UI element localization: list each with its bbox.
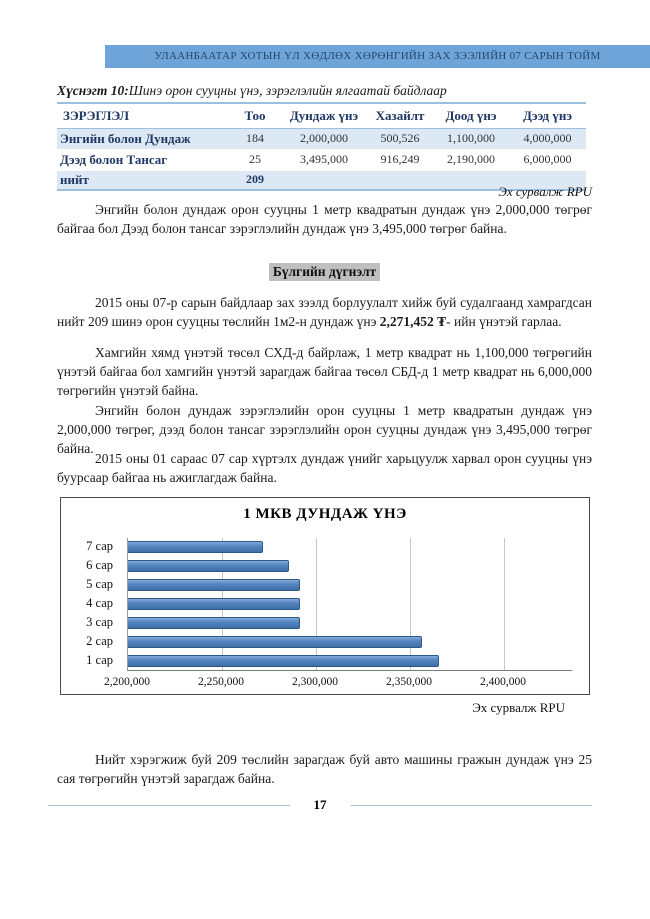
footer-rule-right xyxy=(351,805,593,806)
category-label: 4 сар xyxy=(86,596,113,610)
table-caption-text: Шинэ орон сууцны үнэ, зэрэглэлийн ялгаатай байдлаар xyxy=(128,83,447,98)
section-heading: Бүлгийн дүгнэлт xyxy=(269,263,380,281)
paragraph-class-prices: Энгийн болон дундаж зэрэглэлийн орон сууцны 1 метр квадратын дундаж үнэ 2,000,000 төгрөг, дээд болон тансаг зэрэглэлийн орон сууцны дундаж үнэ 3,495,000 төгрөг байна. xyxy=(57,403,592,456)
table-cell: 1,100,000 xyxy=(447,131,495,146)
category-label: 3 сар xyxy=(86,614,113,629)
category-label: 5 сар xyxy=(86,577,113,592)
col-header: Доод үнэ xyxy=(433,103,509,129)
paragraph-garage: Нийт хэрэгжиж буй 209 төслийн зарагдаж буй авто машины гражын дундаж үнэ 25 сая төгрөгийн үнэтэй зарагдаж байна. xyxy=(57,752,592,786)
source-note-chart: Эх сурвалж RPU xyxy=(472,700,565,715)
paragraph-average-price-pre: 2015 оны 07-р сарын байдлаар зах зээлд борлуулалт хийж буй судалгаанд хамрагдсан нийт 209 шинэ орон сууцны төслийн 1м2-н дундаж үнэ xyxy=(57,295,592,329)
table-caption xyxy=(57,83,592,99)
table-cell: 25 xyxy=(249,152,261,166)
bar-4 сар xyxy=(128,598,300,610)
table-cell: 4,000,000 xyxy=(523,131,572,146)
table-cell: 184 xyxy=(246,131,264,146)
bar-3 сар xyxy=(128,617,300,629)
bar-1 сар xyxy=(128,655,439,667)
col-header: Тоо xyxy=(229,103,281,129)
table-header-row xyxy=(57,103,586,129)
category-label: 1 сар xyxy=(86,652,113,667)
table-cell: 2,190,000 xyxy=(447,152,495,166)
gridline xyxy=(504,538,505,670)
bar-6 сар xyxy=(128,560,289,572)
col-header: ЗЭРЭГЛЭЛ xyxy=(57,103,229,129)
chart-category-axis xyxy=(61,538,119,670)
table-cell xyxy=(281,171,367,190)
gridline xyxy=(316,538,317,670)
paragraph-trend: 2015 оны 01 сараас 07 сар хүртэлх дундаж үнийг харьцуулж харвал орон сууцны үнэ буурсаар байгаа нь ажиглагдаж байна. xyxy=(57,451,592,485)
x-axis-tick: 2,250,000 xyxy=(198,676,244,688)
bar-2 сар xyxy=(128,636,422,648)
table-cell: Энгийн болон Дундаж xyxy=(60,130,191,146)
chart-title: 1 МКВ ДУНДАЖ ҮНЭ xyxy=(243,506,407,522)
col-header: Дундаж үнэ xyxy=(281,103,367,129)
chart-plot xyxy=(127,538,572,671)
paragraph-average-price-post: - ийн үнэтэй гарлаа. xyxy=(446,313,562,329)
section-heading-wrap xyxy=(57,263,592,281)
price-table xyxy=(57,102,586,191)
table-cell: 2,000,000 xyxy=(300,131,348,146)
paragraph-average-price xyxy=(57,294,592,332)
header-banner xyxy=(105,45,650,68)
table-cell: 3,495,000 xyxy=(300,152,348,166)
bar-5 сар xyxy=(128,579,300,591)
price-chart xyxy=(60,497,590,695)
table-cell xyxy=(367,171,433,190)
chart-x-axis xyxy=(104,676,571,692)
x-axis-tick: 2,300,000 xyxy=(292,676,338,688)
table-cell: 6,000,000 xyxy=(523,152,572,166)
col-header: Дээд үнэ xyxy=(509,103,586,129)
page-number: 17 xyxy=(313,797,327,812)
category-label: 6 сар xyxy=(86,558,113,573)
page-footer xyxy=(48,797,592,813)
footer-rule-left xyxy=(48,805,290,806)
bar-7 сар xyxy=(128,541,263,553)
table-cell: 500,526 xyxy=(380,131,420,146)
paragraph-summary-prices: Энгийн болон дундаж орон сууцны 1 метр квадратын дундаж үнэ 2,000,000 төгрөг байгаа бол Дээд болон тансаг зэрэглэлийн дундаж үнэ 3,495,000 төгрөг байна. xyxy=(57,202,592,236)
category-label: 2 сар xyxy=(86,633,113,648)
category-label: 7 сар xyxy=(86,539,113,554)
paragraph-min-max: Хамгийн хямд үнэтэй төсөл СХД-д байрлаж, 1 метр квадрат нь 1,100,000 төгрөгийн үнэтэй байгаа бол хамгийн үнэтэй зарагдаж байгаа төсөл СБД-д 1 метр квадрат нь 6,000,000 төгрөгийн үнэтэй байна. xyxy=(57,345,592,398)
x-axis-tick: 2,350,000 xyxy=(386,676,432,688)
table-cell: 916,249 xyxy=(380,152,420,166)
table-cell: 209 xyxy=(246,172,264,186)
x-axis-tick: 2,400,000 xyxy=(480,676,526,688)
paragraph-average-price-value: 2,271,452 ₮ xyxy=(379,313,447,329)
x-axis-tick: 2,200,000 xyxy=(104,676,150,688)
table-row xyxy=(57,149,586,171)
table-row xyxy=(57,129,586,149)
table-cell: Дээд болон Тансаг xyxy=(60,151,168,167)
source-note-table: Эх сурвалж RPU xyxy=(498,184,592,199)
table-cell: нийт xyxy=(60,171,89,187)
table-caption-label: Хүснэгт 10: xyxy=(57,83,129,98)
header-title: УЛААНБААТАР ХОТЫН ҮЛ ХӨДЛӨХ ХӨРӨНГИЙН ЗАХ ЗЭЭЛИЙН 07 САРЫН ТОЙМ xyxy=(154,50,601,62)
gridline xyxy=(410,538,411,670)
col-header: Хазайлт xyxy=(367,103,433,129)
